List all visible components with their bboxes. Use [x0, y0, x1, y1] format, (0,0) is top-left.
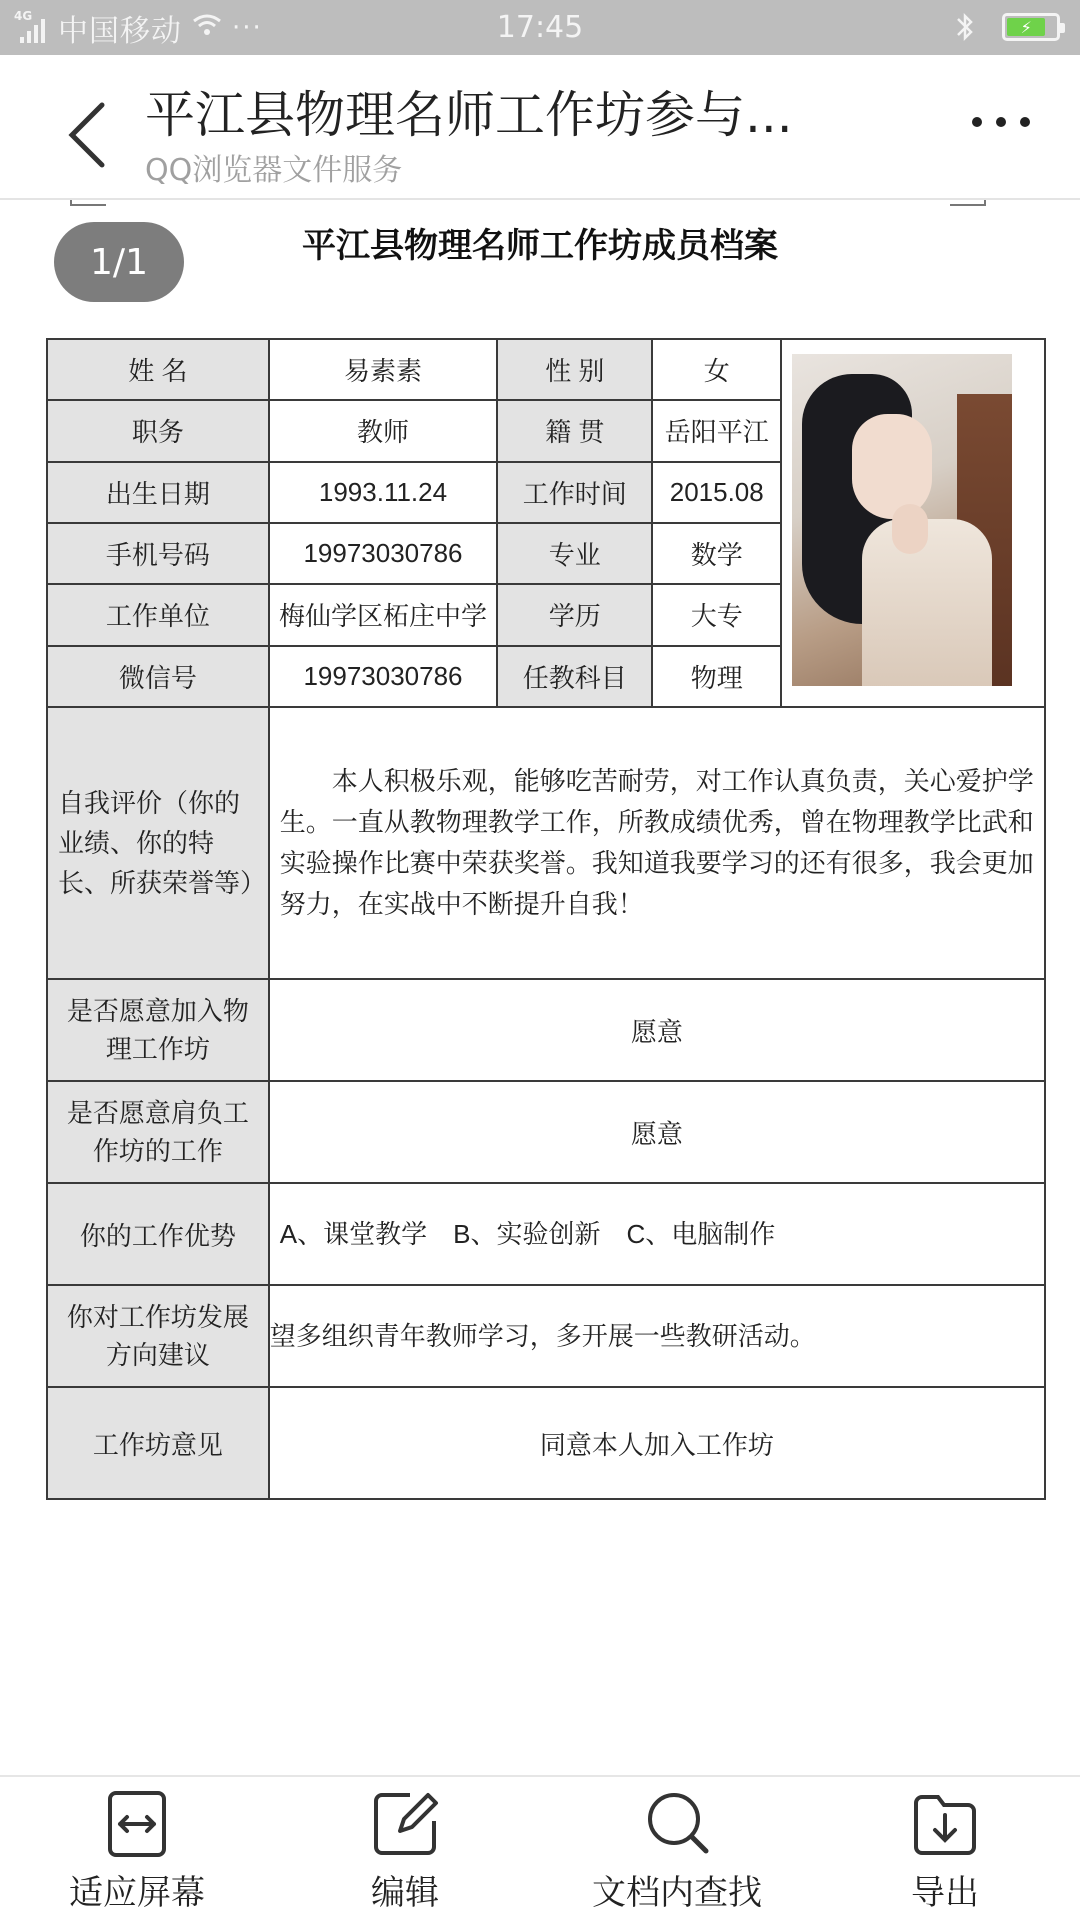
network-type: 4G: [14, 9, 33, 23]
table-row: [47, 1387, 1045, 1499]
status-bar: [0, 0, 1080, 55]
page-subtitle: QQ浏览器文件服务: [145, 153, 403, 188]
table-row: [47, 1183, 1045, 1285]
page-corner-mark: [70, 200, 106, 206]
subject-label: 任教科目: [497, 646, 652, 707]
advantage-value: A、课堂教学 B、实验创新 C、电脑制作: [269, 1183, 1045, 1285]
unit-label: 工作单位: [47, 584, 269, 645]
major-value: 数学: [652, 523, 781, 584]
fit-screen-icon: [102, 1789, 172, 1859]
battery-icon: ⚡: [1002, 13, 1060, 41]
back-button[interactable]: [60, 95, 120, 175]
responsibility-label: 是否愿意肩负工作坊的工作: [47, 1081, 269, 1183]
table-row: [47, 339, 1045, 400]
education-label: 学历: [497, 584, 652, 645]
suggestion-value: 望多组织青年教师学习，多开展一些教研活动。: [269, 1285, 1045, 1387]
dot-icon: [1020, 117, 1030, 127]
worktime-value: 2015.08: [652, 462, 781, 523]
phone-value: 19973030786: [269, 523, 497, 584]
carrier-name: 中国移动: [58, 14, 182, 49]
suggestion-label: 你对工作坊发展方向建议: [47, 1285, 269, 1387]
status-time: 17:45: [496, 10, 584, 45]
table-row: [47, 1081, 1045, 1183]
export-button[interactable]: [895, 1789, 995, 1914]
page-indicator: 1/1: [54, 222, 184, 302]
phone-label: 手机号码: [47, 523, 269, 584]
major-label: 专业: [497, 523, 652, 584]
profile-table: [46, 338, 1046, 1500]
wechat-value: 19973030786: [269, 646, 497, 707]
table-row: [47, 979, 1045, 1081]
origin-value: 岳阳平江: [652, 400, 781, 461]
name-value: 易素素: [269, 339, 497, 400]
photo-cell: [781, 339, 1045, 707]
dot-icon: [996, 117, 1006, 127]
more-options-button[interactable]: [972, 117, 1030, 127]
responsibility-value: 愿意: [269, 1081, 1045, 1183]
app-header: [0, 55, 1080, 200]
birth-value: 1993.11.24: [269, 462, 497, 523]
page-title: 平江县物理名师工作坊参与...: [145, 86, 793, 144]
back-arrow-icon: [60, 95, 120, 175]
self-eval-value: 本人积极乐观，能够吃苦耐劳，对工作认真负责，关心爱护学生。一直从教物理教学工作，所教成绩优秀，曾在物理教学比武和实验操作比赛中荣获奖誉。我知道我要学习的还有很多，我会更加努力，在实战中不断提升自我！: [269, 707, 1045, 979]
gender-label: 性 别: [497, 339, 652, 400]
find-in-document-button[interactable]: [582, 1789, 772, 1914]
position-label: 职务: [47, 400, 269, 461]
table-row: [47, 707, 1045, 979]
name-label: 姓 名: [47, 339, 269, 400]
profile-photo: [792, 354, 1012, 686]
self-eval-label: 自我评价（你的业绩、你的特长、所获荣誉等）: [47, 707, 269, 979]
bottom-toolbar: [0, 1775, 1080, 1920]
search-icon: [642, 1789, 712, 1859]
edit-icon: [370, 1789, 440, 1859]
worktime-label: 工作时间: [497, 462, 652, 523]
fit-screen-label: 适应屏幕: [69, 1873, 205, 1913]
birth-label: 出生日期: [47, 462, 269, 523]
unit-value: 梅仙学区柘庄中学: [269, 584, 497, 645]
gender-value: 女: [652, 339, 781, 400]
edit-button[interactable]: [355, 1789, 455, 1914]
opinion-value: 同意本人加入工作坊: [269, 1387, 1045, 1499]
bluetooth-icon: [954, 10, 976, 44]
origin-label: 籍 贯: [497, 400, 652, 461]
status-right: [954, 10, 1060, 44]
advantage-label: 你的工作优势: [47, 1183, 269, 1285]
opinion-label: 工作坊意见: [47, 1387, 269, 1499]
export-folder-icon: [910, 1789, 980, 1859]
fit-screen-button[interactable]: [62, 1789, 212, 1914]
edit-label: 编辑: [371, 1873, 439, 1913]
document-title: 平江县物理名师工作坊成员档案: [302, 226, 778, 266]
join-label: 是否愿意加入物理工作坊: [47, 979, 269, 1081]
subject-value: 物理: [652, 646, 781, 707]
document-viewer[interactable]: [0, 200, 1080, 1775]
page-corner-mark: [950, 200, 986, 206]
education-value: 大专: [652, 584, 781, 645]
wechat-label: 微信号: [47, 646, 269, 707]
position-value: 教师: [269, 400, 497, 461]
find-label: 文档内查找: [592, 1873, 762, 1913]
export-label: 导出: [911, 1873, 979, 1913]
more-status-icon: ···: [232, 13, 263, 43]
dot-icon: [972, 117, 982, 127]
join-value: 愿意: [269, 979, 1045, 1081]
table-row: [47, 1285, 1045, 1387]
